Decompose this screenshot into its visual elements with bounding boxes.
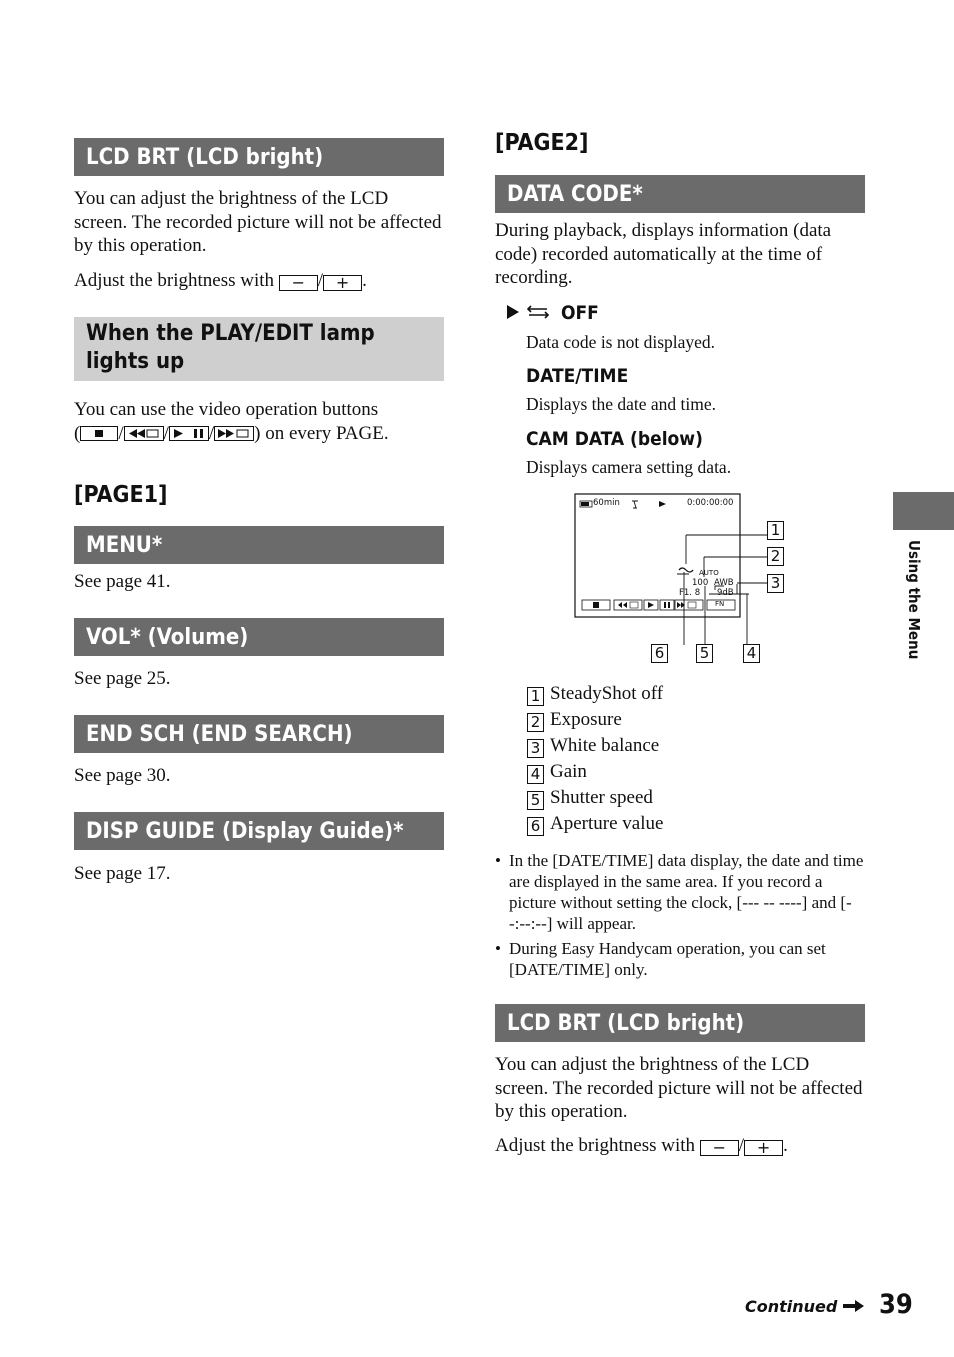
section-header-lcd-brt-2 — [495, 1004, 865, 1042]
note-easy-handycam — [495, 938, 864, 980]
legend-text: SteadyShot off — [550, 683, 664, 704]
continued-marker — [745, 1297, 865, 1316]
legend-number: 6 — [527, 817, 544, 836]
play-edit-description: You can use the video operation buttons ( / / / ) on every PAGE. — [74, 399, 389, 444]
legend-item — [527, 811, 663, 837]
legend-item — [527, 681, 663, 707]
note-text: In the [DATE/TIME] data display, the date and time are displayed in the same area. If you record a picture without setting the clock, [--- -- ----] and [--:--:--] will appear. — [509, 851, 864, 933]
option-date-time-label: DATE/TIME — [526, 365, 629, 387]
default-marker-icon — [507, 303, 555, 321]
section-header-menu — [74, 526, 444, 564]
section-title: LCD BRT (LCD bright) — [86, 144, 324, 170]
callout-1: 1 — [767, 521, 784, 540]
section-header-end-search — [74, 715, 444, 753]
callout-3: 3 — [767, 574, 784, 593]
end-search-description: See page 30. — [74, 765, 171, 786]
plus-key: + — [744, 1140, 783, 1156]
minus-key: − — [279, 275, 318, 291]
section-title: DISP GUIDE (Display Guide)* — [86, 818, 404, 844]
callout-2: 2 — [767, 547, 784, 566]
adjust-text: Adjust the brightness with — [495, 1135, 696, 1156]
fast-forward-icon — [214, 426, 254, 441]
bullet-mark: • — [495, 939, 501, 958]
legend-text: Exposure — [550, 709, 622, 730]
page1-heading: [PAGE1] — [74, 482, 168, 508]
data-code-description: During playback, displays information (data code) recorded automatically at the time of recording. — [495, 220, 832, 288]
section-title: DATA CODE* — [507, 181, 643, 207]
option-date-time-description: Displays the date and time. — [526, 394, 717, 414]
chapter-tab — [893, 492, 954, 530]
play-edit-text-end: ) on every PAGE. — [254, 422, 389, 444]
option-off — [507, 302, 599, 324]
disp-guide-description: See page 17. — [74, 863, 171, 884]
legend-item — [527, 733, 659, 759]
option-cam-data-description: Displays camera setting data. — [526, 457, 732, 477]
bullet-mark: • — [495, 851, 501, 870]
section-header-lcd-brt — [74, 138, 444, 176]
vol-description: See page 25. — [74, 668, 171, 689]
page2-heading: [PAGE2] — [495, 130, 589, 156]
note-date-time — [495, 850, 864, 934]
legend-text: Shutter speed — [550, 787, 653, 808]
legend-number: 1 — [527, 687, 544, 706]
lcd-brt-adjust: Adjust the brightness with − / + . — [74, 270, 367, 292]
plus-key: + — [323, 275, 362, 291]
screen-awb: AWB — [714, 578, 734, 588]
note-text: During Easy Handycam operation, you can set [DATE/TIME] only. — [509, 939, 826, 979]
play-edit-text: You can use the video operation buttons — [74, 399, 379, 420]
play-pause-icon — [169, 426, 209, 441]
section-title: END SCH (END SEARCH) — [86, 721, 353, 747]
slash: / — [738, 1135, 745, 1156]
callout-4: 4 — [743, 644, 760, 663]
screen-battery: 60min — [593, 498, 620, 508]
continued-text: Continued — [745, 1297, 838, 1316]
lcd-brt-description-2: You can adjust the brightness of the LCD screen. The recorded picture will not be affected by this operation. — [495, 1054, 863, 1122]
menu-description: See page 41. — [74, 571, 171, 592]
lcd-brt-description: You can adjust the brightness of the LCD screen. The recorded picture will not be affected by this operation. — [74, 188, 442, 256]
callout-5: 5 — [696, 644, 713, 663]
section-title: LCD BRT (LCD bright) — [507, 1010, 745, 1036]
stop-icon — [80, 426, 118, 441]
option-cam-data-label: CAM DATA (below) — [526, 428, 703, 450]
section-title: When the PLAY/EDIT lamp lights up — [86, 321, 375, 374]
lcd-brt-adjust-2: Adjust the brightness with − / + . — [495, 1135, 788, 1157]
section-header-data-code — [495, 175, 865, 213]
legend-number: 4 — [527, 765, 544, 784]
option-off-description: Data code is not displayed. — [526, 332, 716, 352]
legend-number: 5 — [527, 791, 544, 810]
rewind-icon — [124, 426, 164, 441]
screen-aperture: F1. 8 — [679, 588, 701, 598]
legend-item — [527, 785, 653, 811]
screen-auto: AUTO — [699, 569, 719, 577]
slash: / — [317, 270, 324, 291]
legend-number: 2 — [527, 713, 544, 732]
screen-fn: FN — [715, 600, 725, 608]
section-header-vol — [74, 618, 444, 656]
legend-text: White balance — [550, 735, 660, 756]
legend-item — [527, 759, 587, 785]
callout-6: 6 — [651, 644, 668, 663]
adjust-text: Adjust the brightness with — [74, 270, 275, 291]
section-title: MENU* — [86, 532, 163, 558]
section-header-play-edit — [74, 317, 444, 381]
minus-key: − — [700, 1140, 739, 1156]
screen-shutter: 100 — [692, 578, 709, 588]
legend-text: Gain — [550, 761, 587, 782]
arrow-right-icon — [843, 1299, 865, 1313]
section-title: VOL* (Volume) — [86, 624, 249, 650]
sidebar-label: Using the Menu — [905, 540, 923, 660]
legend-text: Aperture value — [550, 813, 664, 834]
section-header-disp-guide — [74, 812, 444, 850]
legend-item — [527, 707, 622, 733]
legend-number: 3 — [527, 739, 544, 758]
cam-data-diagram — [574, 492, 789, 667]
screen-timecode: 0:00:00:00 — [687, 498, 734, 508]
option-off-label: OFF — [560, 302, 599, 324]
screen-gain: 9dB — [717, 588, 734, 598]
page-number: 39 — [879, 1289, 913, 1320]
